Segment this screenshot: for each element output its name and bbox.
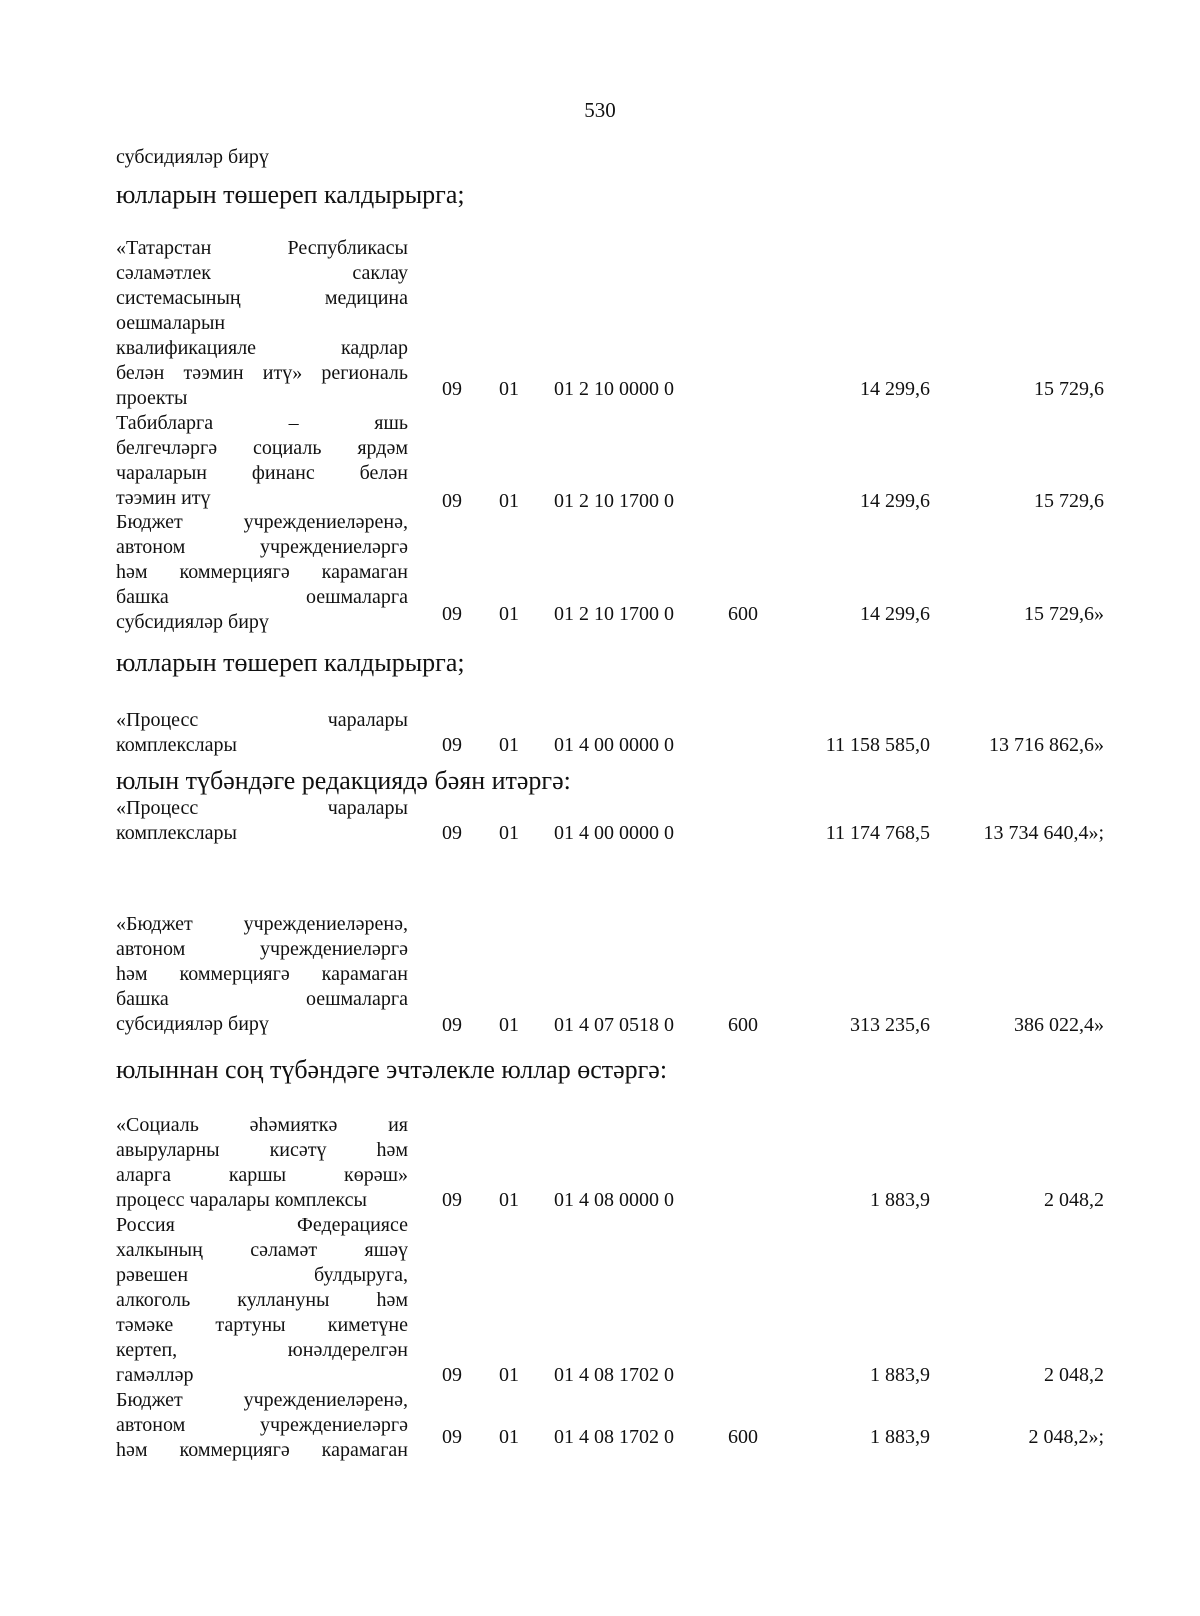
name-line: квалификацияле кадрлар	[116, 337, 408, 359]
section-cell: 09	[442, 1014, 462, 1036]
subsection-cell: 01	[499, 1014, 519, 1036]
name-line: һәм коммерциягә карамаган	[116, 1439, 408, 1461]
value2-cell: 15 729,6	[1034, 490, 1104, 512]
name-line: алкоголь куллануны һәм	[116, 1289, 408, 1311]
name-line: системасының медицина	[116, 287, 408, 309]
value2-cell: 2 048,2»;	[1028, 1426, 1104, 1448]
value1-cell: 11 174 768,5	[825, 822, 930, 844]
section-cell: 09	[442, 490, 462, 512]
name-line: башка оешмаларга	[116, 988, 408, 1010]
code-cell: 01 2 10 1700 0	[554, 490, 674, 512]
instruction-1: юлларын төшереп калдырырга;	[116, 180, 465, 209]
name-line: башка оешмаларга	[116, 586, 408, 608]
value1-cell: 1 883,9	[870, 1426, 930, 1448]
row-name	[116, 411, 408, 511]
name-line: Бюджет учреждениеләренә,	[116, 511, 408, 533]
value2-cell: 15 729,6	[1034, 378, 1104, 400]
value2-cell: 2 048,2	[1044, 1189, 1104, 1211]
row-name	[116, 1388, 408, 1463]
name-line: һәм коммерциягә карамаган	[116, 561, 408, 583]
section-cell: 09	[442, 822, 462, 844]
value2-cell: 386 022,4»	[1014, 1014, 1104, 1036]
name-line: «Процесс чаралары	[116, 797, 408, 819]
code-cell: 01 4 07 0518 0	[554, 1014, 674, 1036]
value1-cell: 1 883,9	[870, 1189, 930, 1211]
code-cell: 01 2 10 1700 0	[554, 603, 674, 625]
subsection-cell: 01	[499, 1364, 519, 1386]
name-line: «Бюджет учреждениеләренә,	[116, 913, 408, 935]
value1-cell: 313 235,6	[850, 1014, 930, 1036]
type-cell: 600	[728, 1014, 758, 1036]
name-line: автоном учреждениеләргә	[116, 536, 408, 558]
instruction-2: юлларын төшереп калдырырга;	[116, 648, 465, 677]
name-line: белән тәэмин итү» региональ	[116, 362, 408, 384]
value1-cell: 11 158 585,0	[825, 734, 930, 756]
section-cell: 09	[442, 734, 462, 756]
section-cell: 09	[442, 603, 462, 625]
value1-cell: 14 299,6	[860, 378, 930, 400]
name-line: Россия Федерациясе	[116, 1214, 408, 1236]
name-line: «Процесс чаралары	[116, 709, 408, 731]
row-name	[116, 510, 408, 635]
subsection-cell: 01	[499, 603, 519, 625]
name-line: белгечләргә социаль ярдәм	[116, 437, 408, 459]
type-cell: 600	[728, 603, 758, 625]
code-cell: 01 4 08 0000 0	[554, 1189, 674, 1211]
value1-cell: 14 299,6	[860, 603, 930, 625]
section-cell: 09	[442, 378, 462, 400]
name-line: халкының сәламәт яшәү	[116, 1239, 408, 1261]
instruction-4: юлыннан соң түбәндәге эчтәлекле юллар өстәргә:	[116, 1055, 668, 1084]
value1-cell: 1 883,9	[870, 1364, 930, 1386]
name-line: Бюджет учреждениеләренә,	[116, 1389, 408, 1411]
subsection-cell: 01	[499, 1189, 519, 1211]
name-line: рәвешен булдыруга,	[116, 1264, 408, 1286]
name-line: һәм коммерциягә карамаган	[116, 963, 408, 985]
section-cell: 09	[442, 1364, 462, 1386]
name-line: комплекслары	[116, 822, 237, 844]
subsection-cell: 01	[499, 734, 519, 756]
name-line: оешмаларын	[116, 312, 226, 334]
name-line: автоном учреждениеләргә	[116, 938, 408, 960]
row-name	[116, 912, 408, 1037]
section-cell: 09	[442, 1426, 462, 1448]
type-cell: 600	[728, 1426, 758, 1448]
subsection-cell: 01	[499, 490, 519, 512]
name-line: субсидияләр бирү	[116, 1013, 269, 1035]
name-line: Табибларга – яшь	[116, 412, 408, 434]
row-name	[116, 236, 408, 411]
name-line: субсидияләр бирү	[116, 611, 269, 633]
section-cell: 09	[442, 1189, 462, 1211]
name-line: автоном учреждениеләргә	[116, 1414, 408, 1436]
name-line: гамәлләр	[116, 1364, 194, 1386]
lead-line: субсидияләр бирү	[116, 146, 269, 168]
name-line: тәэмин итү	[116, 487, 211, 509]
subsection-cell: 01	[499, 822, 519, 844]
subsection-cell: 01	[499, 1426, 519, 1448]
row-name	[116, 708, 408, 758]
value1-cell: 14 299,6	[860, 490, 930, 512]
row-name	[116, 796, 408, 846]
name-line: комплекслары	[116, 734, 237, 756]
subsection-cell: 01	[499, 378, 519, 400]
page-number: 530	[584, 98, 616, 122]
row-name	[116, 1113, 408, 1213]
code-cell: 01 4 08 1702 0	[554, 1364, 674, 1386]
name-line: тәмәке тартуны киметүне	[116, 1314, 408, 1336]
value2-cell: 13 734 640,4»;	[983, 822, 1104, 844]
name-line: авыруларны кисәтү һәм	[116, 1139, 408, 1161]
code-cell: 01 4 08 1702 0	[554, 1426, 674, 1448]
code-cell: 01 2 10 0000 0	[554, 378, 674, 400]
value2-cell: 2 048,2	[1044, 1364, 1104, 1386]
name-line: чараларын финанс белән	[116, 462, 408, 484]
value2-cell: 13 716 862,6»	[989, 734, 1104, 756]
name-line: проекты	[116, 387, 188, 409]
name-line: «Социаль әһәмияткә ия	[116, 1114, 408, 1136]
name-line: сәламәтлек саклау	[116, 262, 408, 284]
code-cell: 01 4 00 0000 0	[554, 734, 674, 756]
name-line: процесс чаралары комплексы	[116, 1189, 367, 1211]
name-line: кертеп, юнәлдерелгән	[116, 1339, 408, 1361]
name-line: «Татарстан Республикасы	[116, 237, 408, 259]
value2-cell: 15 729,6»	[1024, 603, 1104, 625]
row-name	[116, 1213, 408, 1388]
instruction-3: юлын түбәндәге редакциядә бәян итәргә:	[116, 766, 571, 795]
name-line: аларга каршы көрәш»	[116, 1164, 408, 1186]
code-cell: 01 4 00 0000 0	[554, 822, 674, 844]
